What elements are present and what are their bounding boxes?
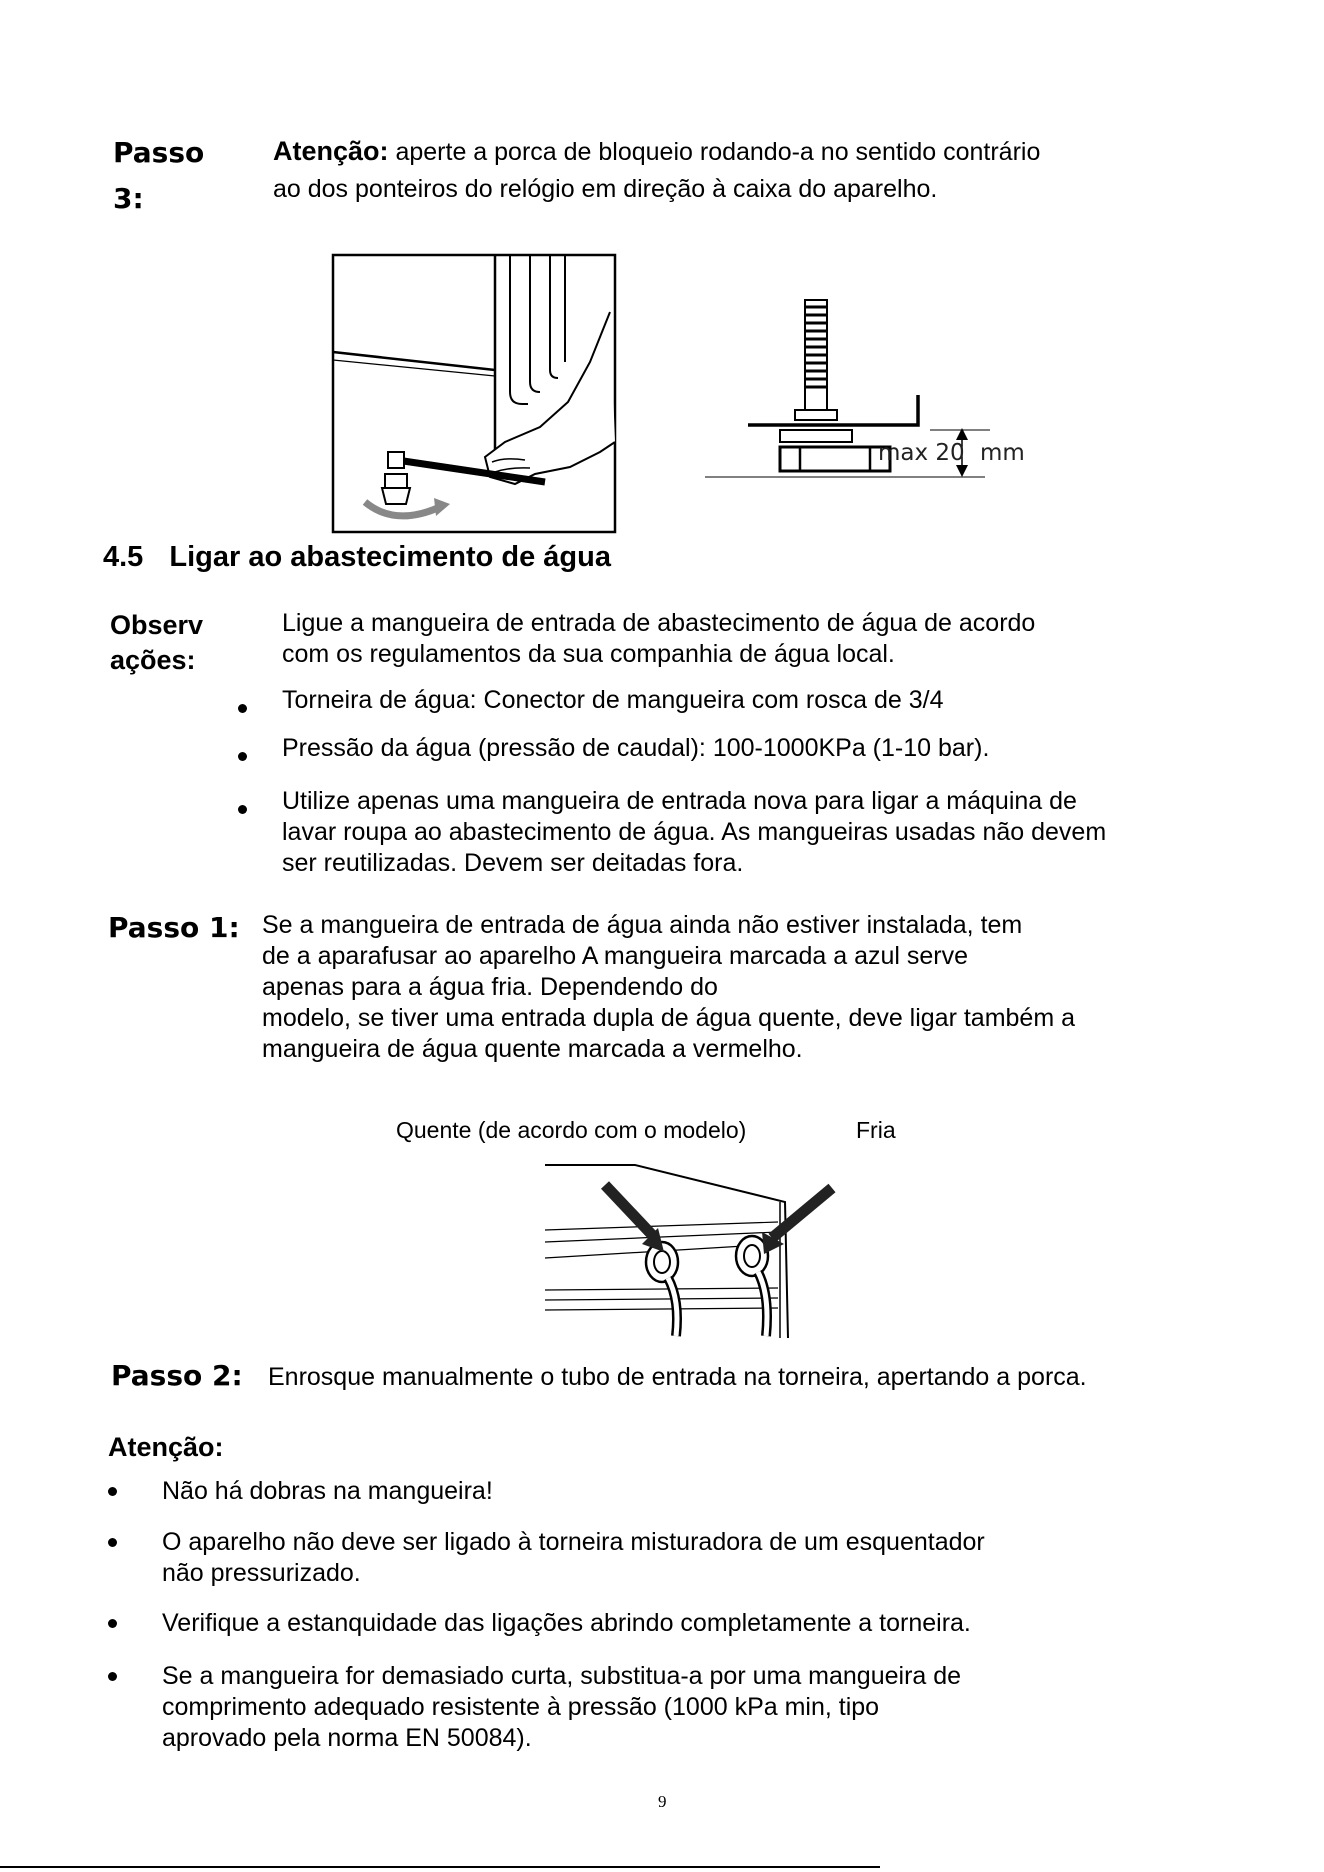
step2-text: Enrosque manualmente o tubo de entrada na torneira, apertando a porca. <box>268 1363 1087 1391</box>
water-inlet-illustration <box>540 1160 820 1340</box>
attention-bullet-1: Não há dobras na mangueira! <box>162 1477 493 1505</box>
step2-label: Passo 2: <box>111 1359 243 1392</box>
step1-text: Se a mangueira de entrada de água ainda não estiver instalada, tem de a aparafusar ao aparelho A mangueira marcada a azul serve apenas para a água fria. Dependendo do modelo, se tiver uma entrada dupla de água quente, deve ligar também a mangueira de água quente marcada a vermelho. <box>262 911 1076 1063</box>
attention-bullet-3: Verifique a estanquidade das ligações abrindo completamente a torneira. <box>162 1609 971 1637</box>
bullet-dot <box>238 704 247 713</box>
observation-bullet-1: Torneira de água: Conector de mangueira com rosca de 3/4 <box>282 686 944 714</box>
step3-text: Atenção: aperte a porca de bloqueio rodando-a no sentido contrário ao dos ponteiros do relógio em direção à caixa do aparelho. <box>273 136 1041 203</box>
step1-label: Passo 1: <box>108 911 240 944</box>
hot-inlet-label: Quente (de acordo com o modelo) <box>396 1117 747 1143</box>
attention-title: Atenção: <box>108 1432 224 1462</box>
section-title: Ligar ao abastecimento de água <box>169 541 611 573</box>
bullet-dot <box>108 1487 117 1496</box>
max-height-label: max 20 mm <box>878 440 1025 466</box>
attention-bullet-2: O aparelho não deve ser ligado à torneira misturadora de um esquentador não pressurizado. <box>162 1528 985 1587</box>
page-number: 9 <box>658 1792 667 1811</box>
bullet-dot <box>238 805 247 814</box>
bullet-dot <box>108 1672 117 1681</box>
bullet-dot <box>108 1538 117 1547</box>
bullet-dot <box>108 1619 117 1628</box>
section-heading <box>103 541 611 574</box>
section-number: 4.5 <box>103 541 144 573</box>
observation-bullet-2: Pressão da água (pressão de caudal): 100-1000KPa (1-10 bar). <box>282 734 990 762</box>
bullet-dot <box>238 752 247 761</box>
observation-bullet-3: Utilize apenas uma mangueira de entrada nova para ligar a máquina de lavar roupa ao abastecimento de água. As mangueiras usadas não devem ser reutilizadas. Devem ser deitadas fora. <box>282 787 1107 877</box>
observations-intro: Ligue a mangueira de entrada de abastecimento de água de acordo com os regulamentos da sua companhia de água local. <box>282 609 1036 668</box>
step3-attention: Atenção: <box>273 136 389 166</box>
attention-bullet-4: Se a mangueira for demasiado curta, substitua-a por uma mangueira de comprimento adequado resistente à pressão (1000 kPa min, tipo aprovado pela norma EN 50084). <box>162 1662 962 1752</box>
step3-label: Passo 3: <box>113 136 205 215</box>
bottom-rule <box>0 1866 880 1868</box>
cold-inlet-label: Fria <box>856 1117 896 1143</box>
observations-label: Observ ações: <box>110 610 204 675</box>
wrench-foot-illustration <box>330 252 630 542</box>
